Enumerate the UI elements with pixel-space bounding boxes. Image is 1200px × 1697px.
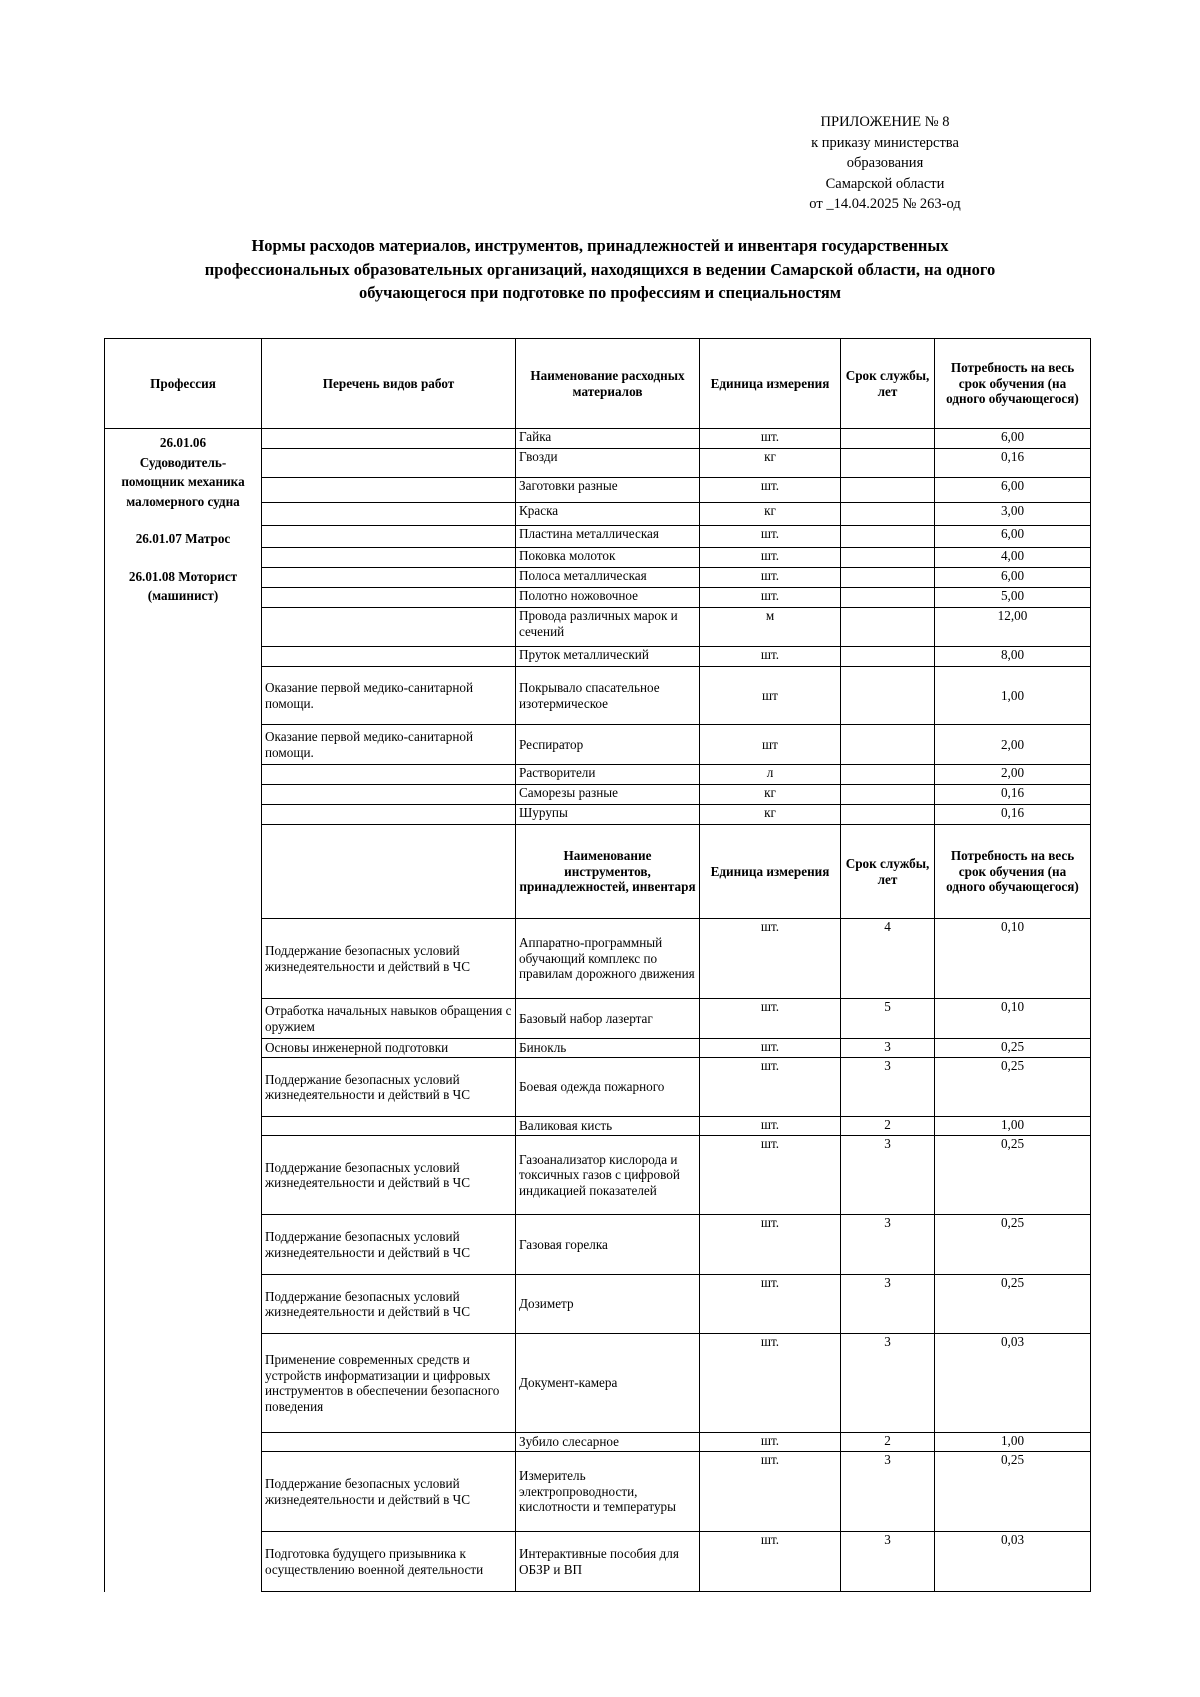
term-cell: [841, 429, 935, 449]
subheader-term: Срок службы, лет: [841, 825, 935, 919]
unit-cell: шт.: [700, 526, 841, 548]
need-cell: 0,25: [935, 1215, 1091, 1275]
work-type-cell: [262, 503, 516, 526]
tool-name-cell: Измеритель электропроводности, кислотности и температуры: [516, 1452, 700, 1532]
material-name-cell: Гвозди: [516, 449, 700, 478]
title-line-2: профессиональных образовательных организаций, находящихся в ведении Самарской области, на одного: [204, 259, 996, 279]
tool-name-cell: Бинокль: [516, 1039, 700, 1058]
material-name-cell: Провода различных марок и сечений: [516, 608, 700, 647]
profession-code-1: 26.01.06: [159, 435, 207, 450]
work-type-cell: [262, 429, 516, 449]
unit-cell: шт.: [700, 568, 841, 588]
term-cell: 2: [841, 1117, 935, 1136]
material-name-cell: Пруток металлический: [516, 647, 700, 667]
need-cell: 0,03: [935, 1532, 1091, 1592]
work-type-cell: Оказание первой медико-санитарной помощи.: [262, 725, 516, 765]
profession-name-1b: помощник механика: [121, 474, 245, 489]
profession-gap: [108, 549, 258, 567]
tool-name-cell: Газовая горелка: [516, 1215, 700, 1275]
term-cell: 4: [841, 919, 935, 999]
tool-name-cell: Интерактивные пособия для ОБЗР и ВП: [516, 1532, 700, 1592]
need-cell: 0,25: [935, 1275, 1091, 1334]
work-type-cell: [262, 1117, 516, 1136]
need-cell: 6,00: [935, 478, 1091, 503]
need-cell: 1,00: [935, 667, 1091, 725]
work-type-cell: [262, 805, 516, 825]
term-cell: 3: [841, 1452, 935, 1532]
subheader-need: Потребность на весь срок обучения (на одного обучающегося): [935, 825, 1091, 919]
header-unit: Единица измерения: [700, 339, 841, 429]
tool-name-cell: Аппаратно-программный обучающий комплекс по правилам дорожного движения: [516, 919, 700, 999]
term-cell: [841, 785, 935, 805]
work-type-cell: Поддержание безопасных условий жизнедеятельности и действий в ЧС: [262, 1058, 516, 1117]
header-materials: Наименование расходных материалов: [516, 339, 700, 429]
unit-cell: шт.: [700, 1117, 841, 1136]
material-name-cell: Саморезы разные: [516, 785, 700, 805]
material-name-cell: Поковка молоток: [516, 548, 700, 568]
unit-cell: шт.: [700, 1136, 841, 1215]
term-cell: [841, 647, 935, 667]
appendix-number: ПРИЛОЖЕНИЕ № 8: [820, 114, 950, 130]
header-profession: Профессия: [105, 339, 262, 429]
term-cell: 3: [841, 1136, 935, 1215]
need-cell: 2,00: [935, 765, 1091, 785]
header-need: Потребность на весь срок обучения (на одного обучающегося): [935, 339, 1091, 429]
document-title: [105, 234, 1095, 305]
profession-name-3: (машинист): [147, 588, 219, 603]
work-type-cell: Поддержание безопасных условий жизнедеятельности и действий в ЧС: [262, 1136, 516, 1215]
tool-name-cell: Боевая одежда пожарного: [516, 1058, 700, 1117]
tool-name-cell: Дозиметр: [516, 1275, 700, 1334]
work-type-cell: [262, 548, 516, 568]
unit-cell: шт.: [700, 429, 841, 449]
profession-cell: [105, 429, 262, 1592]
appendix-region-line: Самарской области: [825, 175, 945, 192]
unit-cell: шт.: [700, 1275, 841, 1334]
profession-code-2: 26.01.07 Матрос: [135, 531, 231, 546]
term-cell: [841, 765, 935, 785]
material-name-cell: Краска: [516, 503, 700, 526]
term-cell: [841, 805, 935, 825]
unit-cell: м: [700, 608, 841, 647]
material-name-cell: Растворители: [516, 765, 700, 785]
term-cell: 3: [841, 1334, 935, 1433]
need-cell: 6,00: [935, 429, 1091, 449]
material-name-cell: Шурупы: [516, 805, 700, 825]
tool-name-cell: Зубило слесарное: [516, 1433, 700, 1452]
tool-name-cell: Газоанализатор кислорода и токсичных газов с цифровой индикацией показателей: [516, 1136, 700, 1215]
subheader-tools: Наименование инструментов, принадлежностей, инвентаря: [516, 825, 700, 919]
need-cell: 0,25: [935, 1039, 1091, 1058]
appendix-date-line: от _14.04.2025 № 263-од: [809, 196, 961, 212]
tool-name-cell: Базовый набор лазертаг: [516, 999, 700, 1039]
unit-cell: кг: [700, 805, 841, 825]
term-cell: [841, 667, 935, 725]
material-name-cell: Пластина металлическая: [516, 526, 700, 548]
work-type-cell: Отработка начальных навыков обращения с оружием: [262, 999, 516, 1039]
appendix-ministry-line: образования: [846, 155, 924, 171]
need-cell: 0,25: [935, 1058, 1091, 1117]
unit-cell: шт.: [700, 1058, 841, 1117]
term-cell: 2: [841, 1433, 935, 1452]
term-cell: 3: [841, 1532, 935, 1592]
material-name-cell: Заготовки разные: [516, 478, 700, 503]
work-type-cell: Поддержание безопасных условий жизнедеятельности и действий в ЧС: [262, 1275, 516, 1334]
unit-cell: кг: [700, 785, 841, 805]
material-name-cell: Полоса металлическая: [516, 568, 700, 588]
title-line-1: Нормы расходов материалов, инструментов, принадлежностей и инвентаря государственных: [251, 236, 949, 255]
header-term: Срок службы, лет: [841, 339, 935, 429]
need-cell: 0,03: [935, 1334, 1091, 1433]
material-name-cell: Покрывало спасательное изотермическое: [516, 667, 700, 725]
term-cell: 5: [841, 999, 935, 1039]
term-cell: [841, 526, 935, 548]
term-cell: 3: [841, 1058, 935, 1117]
unit-cell: шт: [700, 725, 841, 765]
term-cell: [841, 568, 935, 588]
need-cell: 6,00: [935, 526, 1091, 548]
unit-cell: шт.: [700, 1215, 841, 1275]
tool-name-cell: Валиковая кисть: [516, 1117, 700, 1136]
profession-gap: [108, 511, 258, 529]
norms-table-body: [105, 339, 1091, 1592]
material-name-cell: Респиратор: [516, 725, 700, 765]
term-cell: 3: [841, 1275, 935, 1334]
work-type-cell: Поддержание безопасных условий жизнедеятельности и действий в ЧС: [262, 919, 516, 999]
work-type-cell: [262, 608, 516, 647]
need-cell: 12,00: [935, 608, 1091, 647]
profession-name-1a: Судоводитель-: [139, 454, 227, 470]
term-cell: [841, 548, 935, 568]
need-cell: 0,10: [935, 999, 1091, 1039]
need-cell: 0,16: [935, 805, 1091, 825]
unit-cell: шт.: [700, 919, 841, 999]
need-cell: 0,10: [935, 919, 1091, 999]
work-type-cell: Основы инженерной подготовки: [262, 1039, 516, 1058]
work-type-cell: [262, 765, 516, 785]
unit-cell: шт.: [700, 647, 841, 667]
work-type-cell: [262, 588, 516, 608]
unit-cell: шт.: [700, 1433, 841, 1452]
work-type-cell: [262, 785, 516, 805]
work-type-cell: [262, 1433, 516, 1452]
unit-cell: кг: [700, 449, 841, 478]
appendix-order-line: к приказу министерства: [811, 134, 959, 151]
work-type-cell: Применение современных средств и устройств информатизации и цифровых инструментов в обеспечении безопасного поведения: [262, 1334, 516, 1433]
need-cell: 2,00: [935, 725, 1091, 765]
need-cell: 1,00: [935, 1117, 1091, 1136]
work-type-cell: Поддержание безопасных условий жизнедеятельности и действий в ЧС: [262, 1452, 516, 1532]
subheader-unit: Единица измерения: [700, 825, 841, 919]
work-type-cell: [262, 449, 516, 478]
work-type-cell: Оказание первой медико-санитарной помощи.: [262, 667, 516, 725]
need-cell: 6,00: [935, 568, 1091, 588]
work-type-cell: Поддержание безопасных условий жизнедеятельности и действий в ЧС: [262, 1215, 516, 1275]
term-cell: [841, 503, 935, 526]
work-type-cell: Подготовка будущего призывника к осуществлению военной деятельности: [262, 1532, 516, 1592]
need-cell: 5,00: [935, 588, 1091, 608]
need-cell: 0,25: [935, 1452, 1091, 1532]
unit-cell: шт.: [700, 1334, 841, 1433]
unit-cell: шт.: [700, 999, 841, 1039]
term-cell: [841, 478, 935, 503]
need-cell: 4,00: [935, 548, 1091, 568]
unit-cell: шт.: [700, 1532, 841, 1592]
material-name-cell: Гайка: [516, 429, 700, 449]
subheader-empty-cell: [262, 825, 516, 919]
tool-name-cell: Документ-камера: [516, 1334, 700, 1433]
term-cell: 3: [841, 1039, 935, 1058]
need-cell: 8,00: [935, 647, 1091, 667]
unit-cell: кг: [700, 503, 841, 526]
unit-cell: шт.: [700, 548, 841, 568]
unit-cell: л: [700, 765, 841, 785]
term-cell: 3: [841, 1215, 935, 1275]
work-type-cell: [262, 478, 516, 503]
need-cell: 1,00: [935, 1433, 1091, 1452]
table-header-row: [105, 339, 1091, 429]
unit-cell: шт.: [700, 1452, 841, 1532]
term-cell: [841, 725, 935, 765]
unit-cell: шт: [700, 667, 841, 725]
norms-table: [104, 338, 1091, 1592]
header-works: Перечень видов работ: [262, 339, 516, 429]
profession-name-1c: маломерного судна: [126, 493, 240, 509]
work-type-cell: [262, 647, 516, 667]
material-row: [105, 429, 1091, 449]
need-cell: 0,16: [935, 785, 1091, 805]
term-cell: [841, 608, 935, 647]
title-line-3: обучающегося при подготовке по профессиям и специальностям: [359, 283, 841, 302]
work-type-cell: [262, 568, 516, 588]
need-cell: 3,00: [935, 503, 1091, 526]
need-cell: 0,25: [935, 1136, 1091, 1215]
unit-cell: шт.: [700, 588, 841, 608]
term-cell: [841, 449, 935, 478]
unit-cell: шт.: [700, 1039, 841, 1058]
work-type-cell: [262, 526, 516, 548]
unit-cell: шт.: [700, 478, 841, 503]
profession-code-3: 26.01.08 Моторист: [128, 568, 238, 584]
appendix-block: [760, 112, 1010, 215]
material-name-cell: Полотно ножовочное: [516, 588, 700, 608]
need-cell: 0,16: [935, 449, 1091, 478]
term-cell: [841, 588, 935, 608]
